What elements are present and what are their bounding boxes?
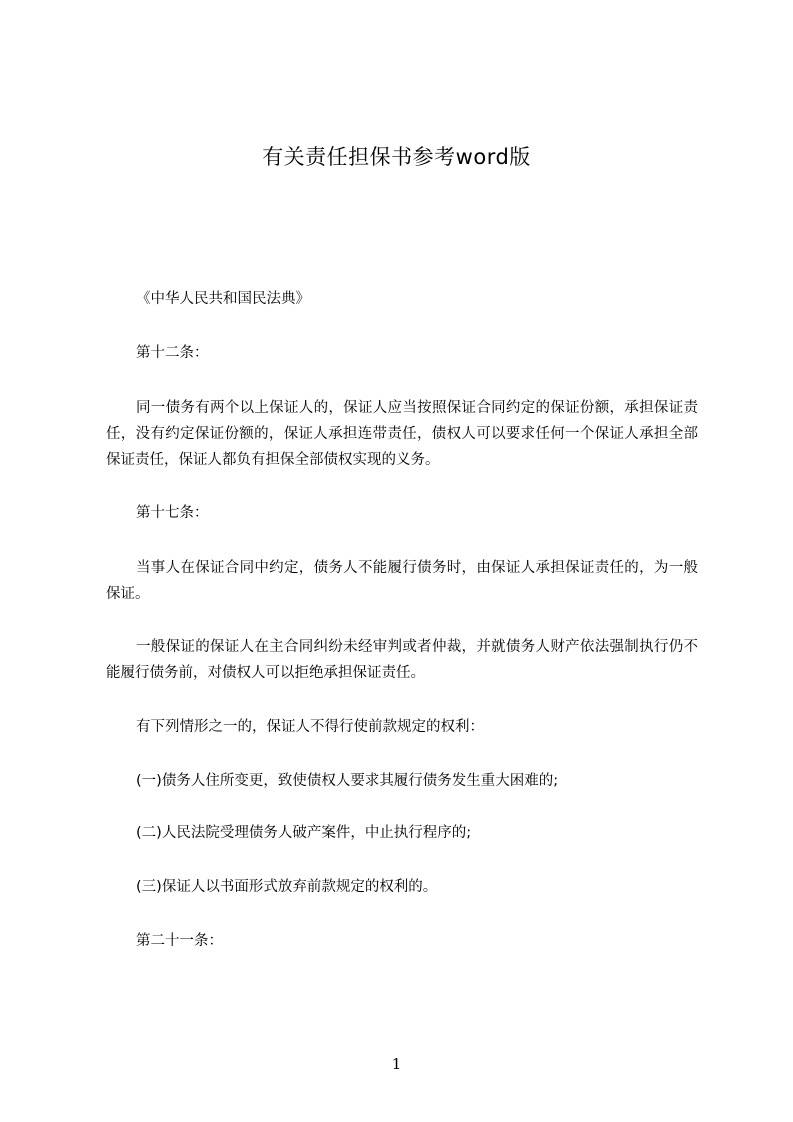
article-21-heading: 第二十一条： <box>136 933 223 949</box>
document-title: 有关责任担保书参考word版 <box>262 145 531 169</box>
exception-item-3: (三)保证人以书面形式放弃前款规定的权利的。 <box>136 879 438 895</box>
article-17-body: 当事人在保证合同中约定，债务人不能履行债务时，由保证人承担保证责任的，为一般保证。 <box>106 560 698 602</box>
law-name-paragraph: 《中华人民共和国民法典》 <box>136 291 310 307</box>
page-number: 1 <box>391 1055 402 1073</box>
article-12-heading: 第十二条： <box>136 345 209 361</box>
article-12-body: 同一债务有两个以上保证人的，保证人应当按照保证合同约定的保证份额，承担保证责任，没有约定保证份额的，保证人承担连带责任，债权人可以要求任何一个保证人承担全部保证责任，保证人都负有担保全部债权实现的义务。 <box>106 400 698 468</box>
exception-item-1: (一)债务人住所变更，致使债权人要求其履行债务发生重大困难的; <box>136 773 559 789</box>
general-guarantee-paragraph: 一般保证的保证人在主合同纠纷未经审判或者仲裁，并就债务人财产依法强制执行仍不能履行债务前，对债权人可以拒绝承担保证责任。 <box>106 639 698 681</box>
exceptions-intro-paragraph: 有下列情形之一的，保证人不得行使前款规定的权利： <box>136 719 484 735</box>
exception-item-2: (二)人民法院受理债务人破产案件，中止执行程序的; <box>136 825 472 841</box>
article-17-heading: 第十七条： <box>136 505 209 521</box>
